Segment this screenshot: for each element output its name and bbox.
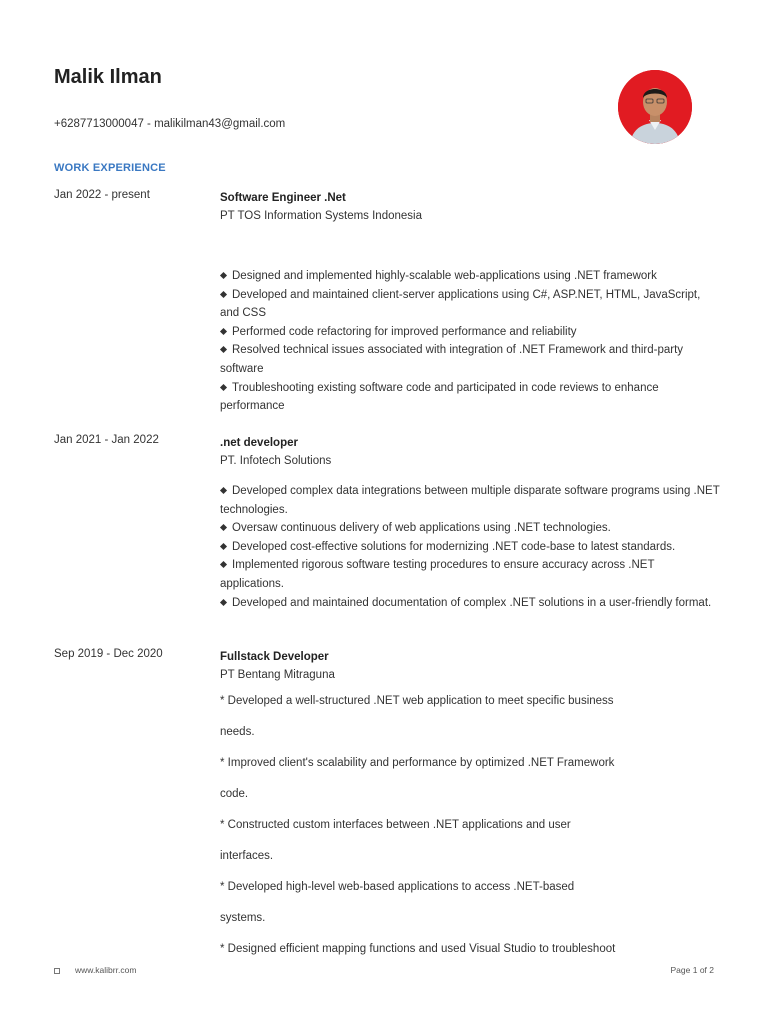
description-line: systems. [220,912,266,924]
bullet-icon [220,328,227,335]
job-title: .net developer [220,437,298,449]
list-item: Resolved technical issues associated with integration of .NET Framework and third-party software [220,344,684,375]
list-item: Oversaw continuous delivery of web applications using .NET technologies. [220,519,720,538]
section-title-work-experience: WORK EXPERIENCE [54,162,166,174]
job-company: PT Bentang Mitraguna [220,669,335,681]
job-dates: Sep 2019 - Dec 2020 [54,648,163,660]
description-line: needs. [220,726,255,738]
bullet-icon [220,543,227,550]
job-title: Software Engineer .Net [220,192,346,204]
list-item: Developed and maintained client-server applications using C#, ASP.NET, HTML, JavaScript, and CSS [220,288,701,320]
list-item: Developed complex data integrations between multiple disparate software programs using .NET technologies. [220,485,720,516]
contact-info: +6287713000047 - malikilman43@gmail.com [54,118,286,130]
description-line: interfaces. [220,850,274,862]
description-line: * Developed high-level web-based applications to access .NET-based [220,881,575,893]
job-bullets [220,482,720,612]
description-line: * Constructed custom interfaces between .NET applications and user [220,819,571,831]
list-item: Developed and maintained documentation of complex .NET solutions in a user-friendly format. [220,594,720,613]
job-company: PT TOS Information Systems Indonesia [220,210,422,222]
list-item: Troubleshooting existing software code and participated in code reviews to enhance performance [220,381,659,413]
bullet-icon [220,291,227,298]
bullet-icon [220,272,227,279]
bullet-icon [220,561,227,568]
description-line: * Improved client's scalability and performance by optimized .NET Framework [220,757,615,769]
footer-website-link[interactable]: www.kalibrr.com [75,965,137,975]
candidate-name: Malik Ilman [54,66,162,88]
description-line: * Designed efficient mapping functions and used Visual Studio to troubleshoot [220,943,616,955]
list-item: Designed and implemented highly-scalable web-applications using .NET framework [220,267,720,286]
avatar-portrait-icon [618,70,692,144]
job-bullets [220,267,720,416]
list-item: Implemented rigorous software testing procedures to ensure accuracy across .NET applications. [220,559,655,590]
bullet-icon [220,598,227,605]
footer-square-icon [54,968,60,974]
job-dates: Jan 2021 - Jan 2022 [54,434,159,446]
description-line: code. [220,788,249,800]
bullet-icon [220,383,227,390]
bullet-icon [220,524,227,531]
job-description [220,686,720,965]
list-item: Developed cost-effective solutions for modernizing .NET code-base to latest standards. [220,538,720,557]
page-number: Page 1 of 2 [670,965,714,975]
description-line: * Developed a well-structured .NET web application to meet specific business [220,695,614,707]
job-company: PT. Infotech Solutions [220,455,332,467]
job-title: Fullstack Developer [220,651,329,663]
job-dates: Jan 2022 - present [54,189,150,201]
list-item: Performed code refactoring for improved performance and reliability [220,323,720,342]
profile-photo [618,70,692,144]
bullet-icon [220,346,227,353]
bullet-icon [220,487,227,494]
